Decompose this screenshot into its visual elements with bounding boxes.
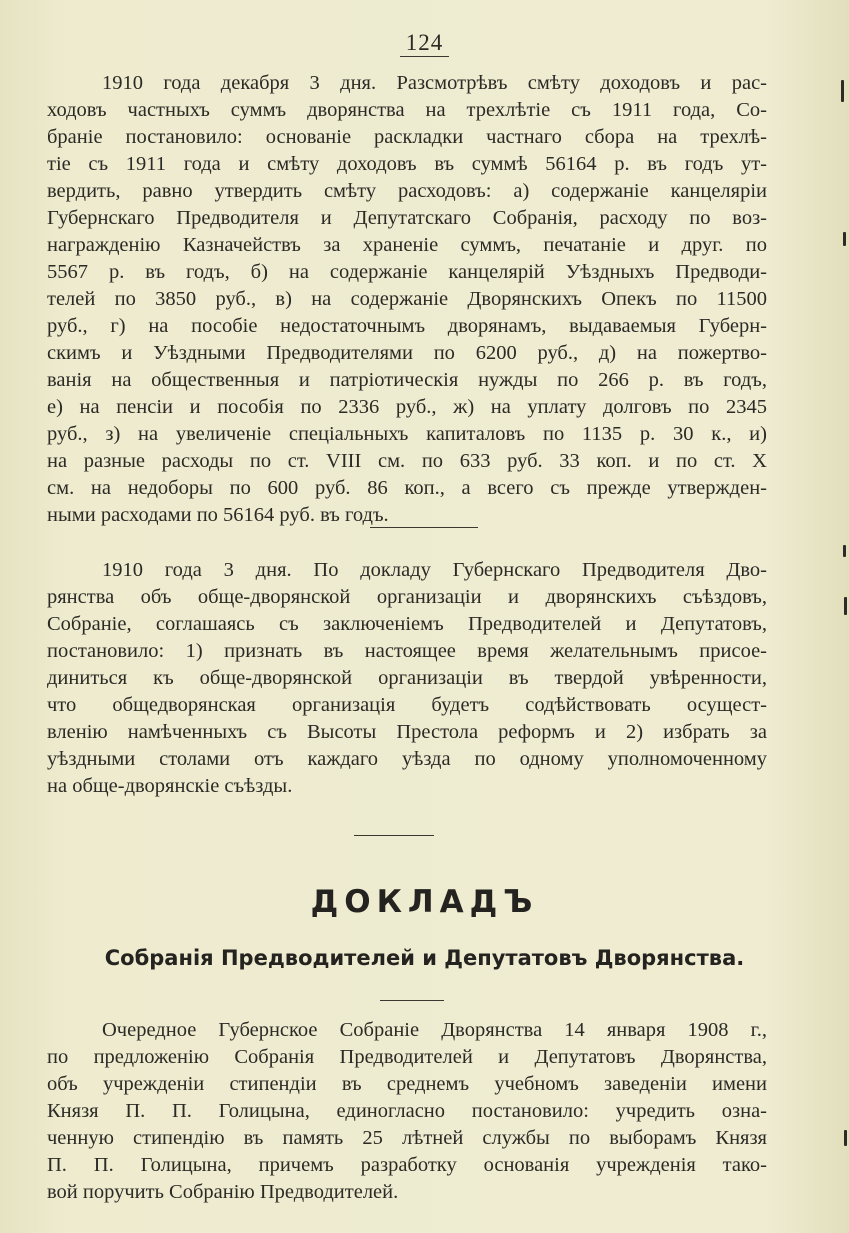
text-line xyxy=(47,1017,767,1044)
section-divider xyxy=(380,1000,444,1001)
text-line xyxy=(47,259,767,286)
text-line xyxy=(47,448,767,475)
text-line-content: 5567 р. въ годъ, б) на содержаніе канцелярій Уѣздныхъ Предводи- xyxy=(47,261,767,283)
text-line-content: телей по 3850 руб., в) на содержаніе Дворянскихъ Опекъ по 11500 xyxy=(47,288,767,310)
report-title: ДОКЛАДЪ xyxy=(310,884,539,920)
text-line xyxy=(47,313,767,340)
text-line-content: объ учрежденіи стипендіи въ среднемъ учебномъ заведеніи имени xyxy=(47,1073,767,1095)
text-line-content: ченную стипендію въ память 25 лѣтней службы по выборамъ Князя xyxy=(47,1127,767,1149)
text-line-content: П. П. Голицына, причемъ разработку основанія учрежденія тако- xyxy=(47,1154,767,1176)
text-line xyxy=(47,205,767,232)
text-line-content: ходовъ частныхъ суммъ дворянства на трехлѣтіе съ 1911 года, Со- xyxy=(47,99,767,121)
text-line xyxy=(47,124,767,151)
text-line xyxy=(47,746,767,773)
text-line xyxy=(47,151,767,178)
text-line-content: Собраніе, соглашаясь съ заключеніемъ Предводителей и Депутатовъ, xyxy=(47,613,767,635)
text-line-content: вердить, равно утвердить смѣту расходовъ: а) содержаніе канцеляріи xyxy=(47,180,767,202)
text-line xyxy=(47,719,767,746)
text-line xyxy=(47,1179,767,1206)
text-line xyxy=(47,421,767,448)
margin-mark xyxy=(844,1130,847,1146)
text-line-content: Князя П. П. Голицына, единогласно постановило: учредить озна- xyxy=(47,1100,767,1122)
text-line-content: что общедворянская организація будетъ содѣйствовать осущест- xyxy=(47,694,767,716)
section-divider xyxy=(354,835,434,836)
text-line xyxy=(47,502,767,529)
text-line xyxy=(47,70,767,97)
text-line xyxy=(47,1125,767,1152)
page-number: 124 xyxy=(0,30,849,56)
text-line xyxy=(47,178,767,205)
paragraph-budget-resolution xyxy=(47,70,767,529)
text-line-content: Губернскаго Предводителя и Депутатскаго Собранія, расходу по воз- xyxy=(47,207,767,229)
text-line-content: 1910 года 3 дня. По докладу Губернскаго Предводителя Дво- xyxy=(102,559,767,581)
text-line xyxy=(47,692,767,719)
text-line xyxy=(47,557,767,584)
paragraph-organization-resolution xyxy=(47,557,767,800)
text-line xyxy=(47,97,767,124)
text-line xyxy=(47,584,767,611)
margin-mark xyxy=(843,232,846,246)
text-line-content: руб., з) на увеличеніе спеціальныхъ капиталовъ по 1135 р. 30 к., и) xyxy=(47,423,767,445)
text-line-content: браніе постановило: основаніе раскладки частнаго сбора на трехлѣ- xyxy=(47,126,767,148)
text-line-content: награжденію Казначействъ за храненіе суммъ, печатаніе и друг. по xyxy=(47,234,767,256)
text-line-content: постановило: 1) признать въ настоящее время желательнымъ присое- xyxy=(47,640,767,662)
text-line-content: по предложенію Собранія Предводителей и Депутатовъ Дворянства, xyxy=(47,1046,767,1068)
text-line xyxy=(47,1152,767,1179)
text-line xyxy=(47,1071,767,1098)
text-line-content: рянства объ обще-дворянской организаціи и дворянскихъ съѣздовъ, xyxy=(47,586,767,608)
margin-mark xyxy=(843,545,846,557)
text-line xyxy=(47,611,767,638)
text-line xyxy=(47,1044,767,1071)
text-line xyxy=(47,367,767,394)
paragraph-scholarship-resolution xyxy=(47,1017,767,1206)
margin-mark xyxy=(844,597,847,615)
text-line-content: Очередное Губернское Собраніе Дворянства 14 января 1908 г., xyxy=(102,1019,767,1041)
text-line xyxy=(47,394,767,421)
text-line-content: см. на недоборы по 600 руб. 86 коп., а всего съ прежде утвержден- xyxy=(47,477,767,499)
text-line-content: вой поручить Собранію Предводителей. xyxy=(47,1181,399,1203)
text-line xyxy=(47,286,767,313)
text-line-content: вленію намѣченныхъ съ Высоты Престола реформъ и 2) избрать за xyxy=(47,721,767,743)
section-divider xyxy=(370,527,478,528)
text-line-content: 1910 года декабря 3 дня. Разсмотрѣвъ смѣту доходовъ и рас- xyxy=(102,72,767,94)
text-line xyxy=(47,638,767,665)
text-line xyxy=(47,665,767,692)
text-line-content: руб., г) на пособіе недостаточнымъ дворянамъ, выдаваемыя Губерн- xyxy=(47,315,767,337)
text-line-content: уѣздными столами отъ каждаго уѣзда по одному уполномоченному xyxy=(47,748,767,770)
text-line-content: е) на пенсіи и пособія по 2336 руб., ж) на уплату долговъ по 2345 xyxy=(47,396,767,418)
text-line-content: тіе съ 1911 года и смѣту доходовъ въ суммѣ 56164 р. въ годъ ут- xyxy=(47,153,767,175)
text-line-content: ванія на общественныя и патріотическія нужды по 266 р. въ годъ, xyxy=(47,369,767,391)
report-subtitle: Собранія Предводителей и Депутатовъ Дворянства. xyxy=(104,946,745,970)
text-line xyxy=(47,475,767,502)
text-line-content: на разные расходы по ст. VIII см. по 633 руб. 33 коп. и по ст. X xyxy=(47,450,767,472)
text-line xyxy=(47,1098,767,1125)
text-line-content: на обще-дворянскіе съѣзды. xyxy=(47,775,293,797)
text-line-content: диниться къ обще-дворянской организаціи въ твердой увѣренности, xyxy=(47,667,767,689)
text-line-content: ными расходами по 56164 руб. въ годъ. xyxy=(47,504,389,526)
text-line xyxy=(47,773,767,800)
text-line-content: скимъ и Уѣздными Предводителями по 6200 руб., д) на пожертво- xyxy=(47,342,767,364)
margin-mark xyxy=(841,80,844,102)
text-line xyxy=(47,232,767,259)
text-line xyxy=(47,340,767,367)
